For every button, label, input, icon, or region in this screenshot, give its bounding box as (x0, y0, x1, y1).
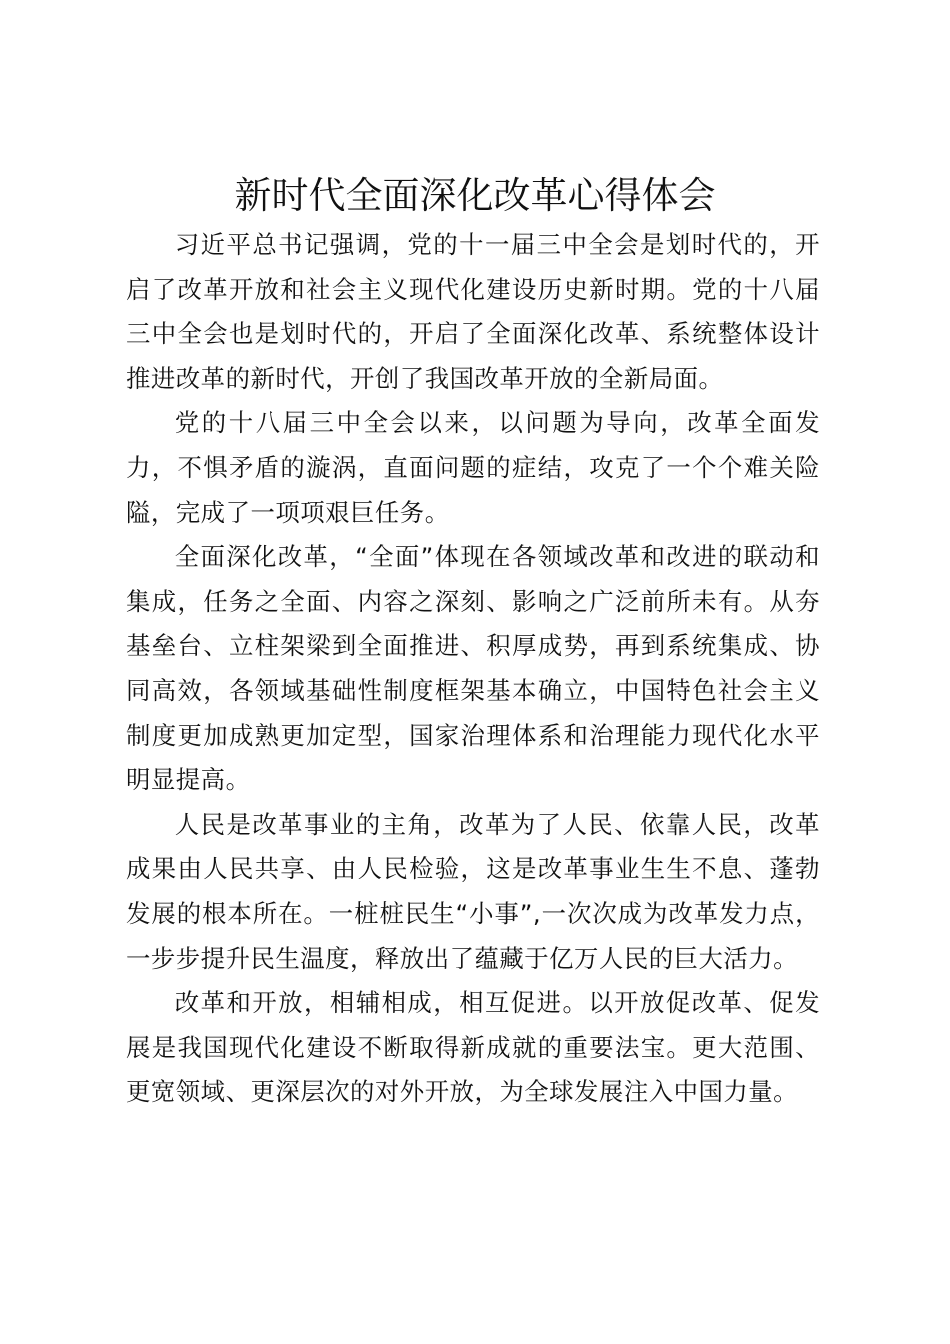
paragraph-5: 改革和开放，相辅相成，相互促进。以开放促改革、促发展是我国现代化建设不断取得新成就的重要法宝。更大范围、更宽领域、更深层次的对外开放，为全球发展注入中国力量。 (126, 988, 820, 1107)
paragraph-3: 全面深化改革，“全面”体现在各领域改革和改进的联动和集成，任务之全面、内容之深刻、影响之广泛前所未有。从夯基垒台、立柱架梁到全面推进、积厚成势，再到系统集成、协同高效，各领域基础性制度框架基本确立，中国特色社会主义制度更加成熟更加定型，国家治理体系和治理能力现代化水平明显提高。 (126, 542, 820, 795)
document-body (126, 223, 820, 1115)
document-title: 新时代全面深化改革心得体会 (234, 174, 716, 217)
paragraph-1: 习近平总书记强调，党的十一届三中全会是划时代的，开启了改革开放和社会主义现代化建设历史新时期。党的十八届三中全会也是划时代的，开启了全面深化改革、系统整体设计推进改革的新时代，开创了我国改革开放的全新局面。 (126, 230, 820, 393)
paragraph-4: 人民是改革事业的主角，改革为了人民、依靠人民，改革成果由人民共享、由人民检验，这是改革事业生生不息、蓬勃发展的根本所在。一桩桩民生“小事”,一次次成为改革发力点，一步步提升民生温度，释放出了蕴藏于亿万人民的巨大活力。 (126, 809, 820, 973)
paragraph-2: 党的十八届三中全会以来，以问题为导向，改革全面发力，不惧矛盾的漩涡，直面问题的症结，攻克了一个个难关险隘，完成了一项项艰巨任务。 (126, 408, 820, 527)
